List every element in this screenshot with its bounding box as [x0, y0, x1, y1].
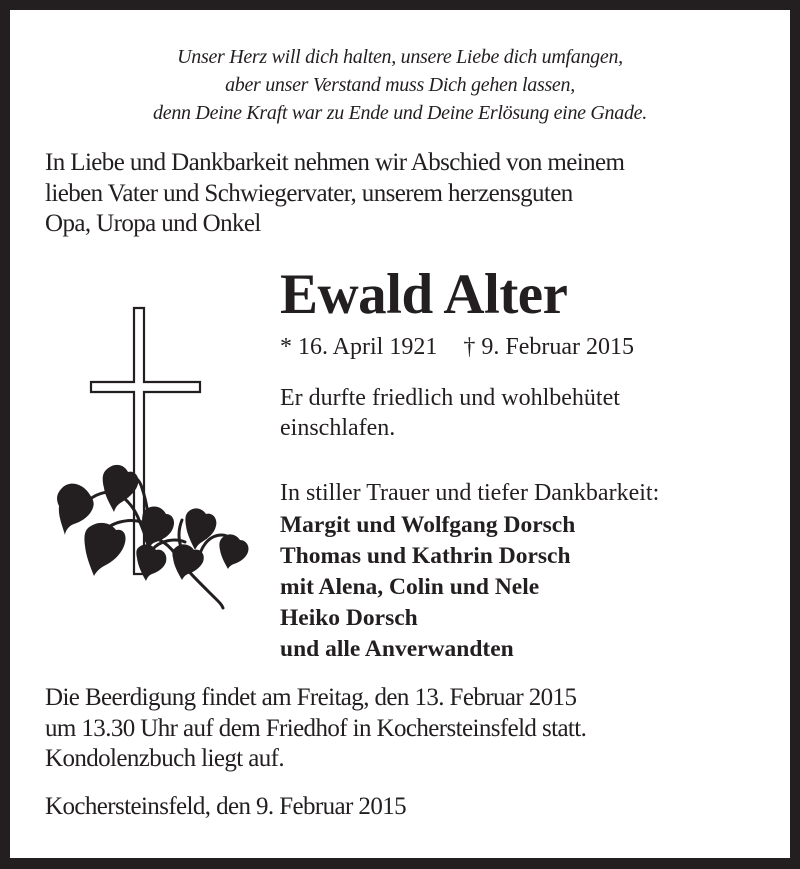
death-date: † 9. Februar 2015	[463, 334, 634, 360]
motto-line: denn Deine Kraft war zu Ende und Deine Erlösung eine Gnade.	[153, 102, 647, 124]
funeral-info	[45, 683, 586, 775]
mourner-name: und alle Anverwandten	[280, 636, 514, 662]
mourner-name: Heiko Dorsch	[280, 605, 418, 631]
mourner-name: mit Alena, Colin und Nele	[280, 574, 540, 600]
obituary-notice	[10, 10, 790, 858]
farewell-phrase	[280, 383, 620, 443]
mourners-list	[280, 510, 575, 665]
funeral-line: Kondolenzbuch liegt auf.	[45, 745, 284, 772]
mourners-intro: In stiller Trauer und tiefer Dankbarkeit:	[280, 480, 660, 506]
motto-verse	[10, 43, 790, 127]
mourner-name: Margit und Wolfgang Dorsch	[280, 512, 576, 538]
cross-with-ivy-icon	[50, 305, 250, 615]
intro-text	[45, 148, 624, 240]
motto-line: aber unser Verstand muss Dich gehen lassen,	[225, 74, 575, 96]
intro-line: Opa, Uropa und Onkel	[45, 210, 261, 237]
phrase-line: einschlafen.	[280, 415, 396, 441]
intro-line: lieben Vater und Schwiegervater, unserem herzensguten	[45, 179, 573, 207]
life-dates	[280, 332, 634, 362]
place-and-date: Kochersteinsfeld, den 9. Februar 2015	[45, 793, 407, 820]
funeral-line: um 13.30 Uhr auf dem Friedhof in Kochersteinsfeld statt.	[45, 714, 587, 742]
mourner-name: Thomas und Kathrin Dorsch	[280, 543, 571, 569]
intro-line: In Liebe und Dankbarkeit nehmen wir Abschied von meinem	[45, 149, 625, 176]
phrase-line: Er durfte friedlich und wohlbehütet	[280, 385, 620, 411]
deceased-name: Ewald Alter	[280, 263, 568, 326]
motto-line: Unser Herz will dich halten, unsere Liebe dich umfangen,	[177, 46, 623, 68]
funeral-line: Die Beerdigung findet am Freitag, den 13. Februar 2015	[45, 684, 577, 711]
birth-date: * 16. April 1921	[280, 334, 438, 360]
